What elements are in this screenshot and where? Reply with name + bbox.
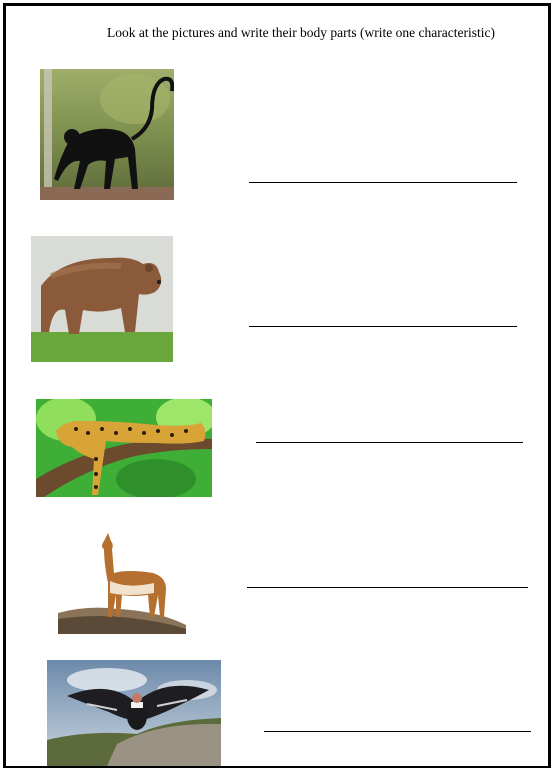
monkey-picture: [40, 69, 174, 200]
answer-line-condor[interactable]: [264, 731, 531, 732]
answer-line-bear[interactable]: [249, 326, 517, 327]
answer-line-vicuna[interactable]: [247, 587, 528, 588]
answer-line-monkey[interactable]: [249, 182, 517, 183]
worksheet-page: [3, 3, 551, 768]
jaguar-picture: [36, 399, 212, 497]
vicuna-picture: [58, 533, 186, 634]
instruction-text: Look at the pictures and write their body parts (write one characteristic): [107, 25, 495, 40]
bear-picture: [31, 236, 173, 362]
condor-picture: [47, 660, 221, 766]
answer-line-jaguar[interactable]: [256, 442, 523, 443]
